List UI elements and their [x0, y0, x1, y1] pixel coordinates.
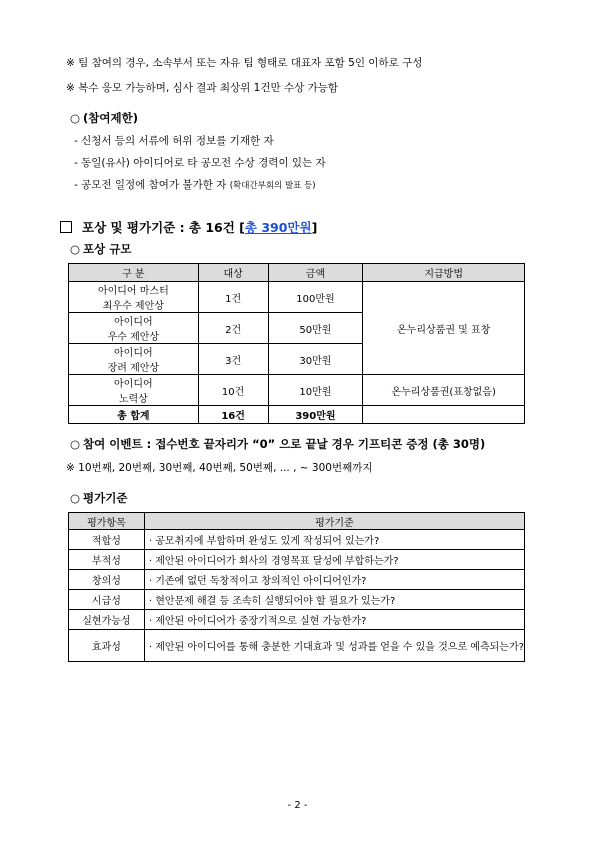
award-count: 10건: [198, 375, 268, 406]
total-method: [363, 406, 525, 424]
award-count: 1건: [198, 282, 268, 313]
header-amount: 금액: [268, 264, 363, 282]
award-category: 아이디어 장려 제안상: [69, 344, 199, 375]
criteria-desc: · 제안된 아이디어가 회사의 경영목표 달성에 부합하는가?: [144, 550, 524, 570]
criteria-desc: · 제안된 아이디어를 통해 충분한 기대효과 및 성과를 얻을 수 있을 것으로 예측되는가?: [144, 630, 524, 662]
header-item: 평가항목: [69, 513, 145, 530]
section-title: [60, 218, 317, 236]
award-amount: 50만원: [268, 313, 363, 344]
criteria-item: 효과성: [69, 630, 145, 662]
header-category: 구 분: [69, 264, 199, 282]
page-number: - 2 -: [287, 800, 308, 811]
criteria-desc: · 기존에 없던 독창적이고 창의적인 아이디어인가?: [144, 570, 524, 590]
award-count: 3건: [198, 344, 268, 375]
criteria-desc: · 공모취지에 부합하며 완성도 있게 작성되어 있는가?: [144, 530, 524, 550]
award-count: 2건: [198, 313, 268, 344]
circle-bullet-icon: ○: [70, 111, 81, 125]
criteria-item: 부적성: [69, 550, 145, 570]
circle-bullet-icon: ○: [70, 242, 81, 256]
restriction-item-text: - 공모전 일정에 참여가 불가한 자: [74, 179, 227, 191]
section-title-highlight: 총 390만원: [244, 220, 312, 235]
table-row: [69, 550, 525, 570]
circle-bullet-icon: ○: [70, 437, 81, 451]
header-count: 대상: [198, 264, 268, 282]
event-title: 참여 이벤트 : 접수번호 끝자리가 “0” 으로 끝날 경우 기프티콘 증정 (총 30명): [83, 437, 486, 451]
award-amount: 30만원: [268, 344, 363, 375]
square-bullet-icon: [60, 221, 72, 233]
circle-bullet-icon: ○: [70, 491, 81, 505]
restriction-item: [74, 177, 316, 192]
criteria-item: 시급성: [69, 590, 145, 610]
criteria-table: [68, 512, 525, 662]
table-row: [69, 282, 525, 313]
award-category: 아이디어 마스터 최우수 제안상: [69, 282, 199, 313]
section-title-suffix: ]: [311, 220, 318, 235]
award-amount: 100만원: [268, 282, 363, 313]
award-scale-heading: [70, 241, 132, 257]
award-scale-table: [68, 263, 525, 424]
criteria-desc: · 제안된 아이디어가 중장기적으로 실현 가능한가?: [144, 610, 524, 630]
table-row: [69, 610, 525, 630]
restriction-item-note: (확대간부회의 발표 등): [229, 181, 316, 191]
table-header-row: [69, 264, 525, 282]
criteria-item: 적합성: [69, 530, 145, 550]
event-heading: [70, 436, 485, 452]
table-row: [69, 530, 525, 550]
award-method: 온누리상품권(표창없음): [363, 375, 525, 406]
event-note: ※ 10번째, 20번째, 30번째, 40번째, 50번째, ... , ~ 300번째까지: [66, 462, 373, 474]
section-title-prefix: 포상 및 평가기준 : 총 16건 [: [82, 220, 245, 235]
restriction-item: - 동일(유사) 아이디어로 타 공모전 수상 경력이 있는 자: [74, 157, 326, 169]
table-row: [69, 630, 525, 662]
total-count: 16건: [198, 406, 268, 424]
total-amount: 390만원: [268, 406, 363, 424]
header-method: 지급방법: [363, 264, 525, 282]
award-scale-title: 포상 규모: [83, 242, 132, 256]
total-label: 총 합계: [69, 406, 199, 424]
multiple-entry-note: ※ 복수 응모 가능하며, 심사 결과 최상위 1건만 수상 가능함: [66, 82, 338, 94]
criteria-item: 창의성: [69, 570, 145, 590]
criteria-item: 실현가능성: [69, 610, 145, 630]
team-participation-note: ※ 팀 참여의 경우, 소속부서 또는 자유 팀 형태로 대표자 포함 5인 이하로 구성: [66, 57, 423, 69]
header-criteria: 평가기준: [144, 513, 524, 530]
restriction-item: - 신청서 등의 서류에 허위 정보를 기재한 자: [74, 135, 274, 147]
table-row: [69, 375, 525, 406]
table-row: [69, 590, 525, 610]
award-method: 온누리상품권 및 표창: [363, 282, 525, 375]
award-amount: 10만원: [268, 375, 363, 406]
award-category: 아이디어 노력상: [69, 375, 199, 406]
table-row: [69, 570, 525, 590]
table-header-row: [69, 513, 525, 530]
restrictions-heading: [70, 110, 138, 126]
table-total-row: [69, 406, 525, 424]
criteria-heading: [70, 490, 127, 506]
criteria-desc: · 현안문제 해결 등 조속히 실행되어야 할 필요가 있는가?: [144, 590, 524, 610]
criteria-title: 평가기준: [83, 491, 128, 505]
award-category: 아이디어 우수 제안상: [69, 313, 199, 344]
restrictions-title: (참여제한): [83, 111, 138, 125]
